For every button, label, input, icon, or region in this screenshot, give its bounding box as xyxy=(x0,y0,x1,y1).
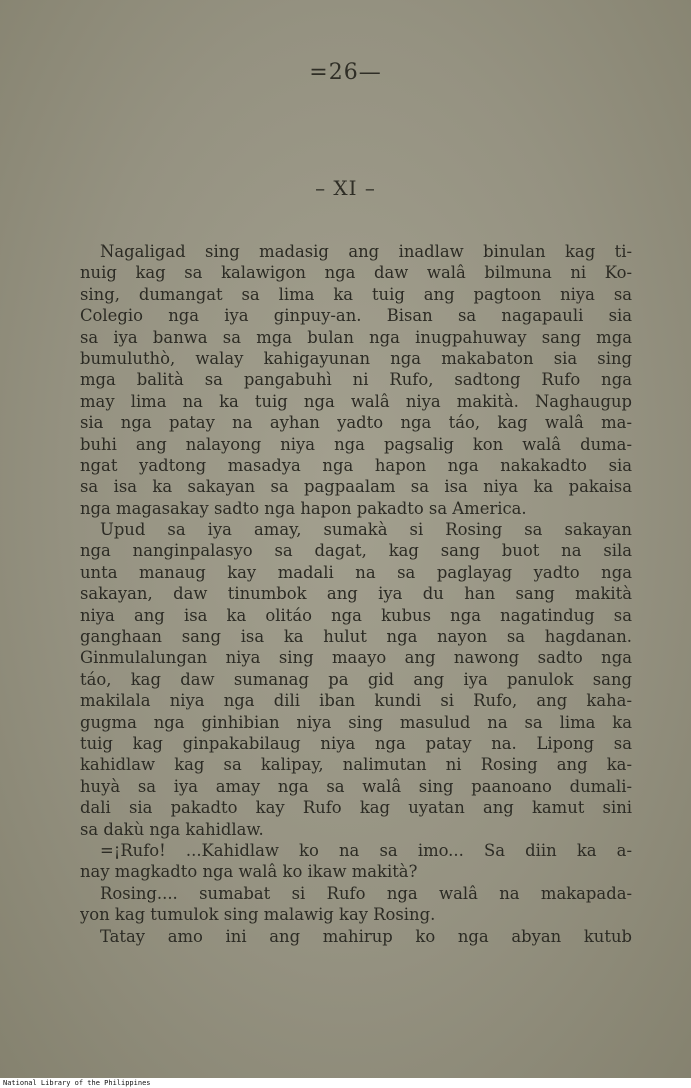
text-line: dali sia pakadto kay Rufo kag uyatan ang kamut sini xyxy=(80,798,632,818)
text-line: sa iya banwa sa mga bulan nga inugpahuway sang mga xyxy=(80,327,632,347)
footer-credit: National Library of the Philippines xyxy=(3,1079,151,1087)
text-line: táo, kag daw sumanag pa gid ang iya panulok sang xyxy=(80,669,632,689)
text-line: may lima na ka tuig nga walâ niya makità. Naghaugup xyxy=(80,391,632,411)
text-line: sakayan, daw tinumbok ang iya du han sang makità xyxy=(80,584,632,604)
text-line: ganghaan sang isa ka hulut nga nayon sa hagdanan. xyxy=(80,627,632,647)
text-line: Ginmulalungan niya sing maayo ang nawong sadto nga xyxy=(80,648,632,668)
text-line: Nagaligad sing madasig ang inadlaw binulan kag ti- xyxy=(100,242,632,261)
text-line: bumuluthò, walay kahigayunan nga makabaton sia sing xyxy=(80,348,632,368)
text-line: =¡Rufo! ...Kahidlaw ko na sa imo... Sa diin ka a- xyxy=(100,840,632,860)
text-line: nga nanginpalasyo sa dagat, kag sang buot na sila xyxy=(80,541,632,561)
text-line: mga balità sa pangabuhì ni Rufo, sadtong Rufo nga xyxy=(80,370,632,390)
text-line: sia nga patay na ayhan yadto nga táo, kag walâ ma- xyxy=(80,413,632,433)
chapter-heading: – XI – xyxy=(315,176,376,200)
text-line: yon kag tumulok sing malawig kay Rosing. xyxy=(80,905,436,925)
text-line: unta manaug kay madali na sa paglayag yadto nga xyxy=(80,562,632,582)
text-line: makilala niya nga dili iban kundi si Rufo, ang kaha- xyxy=(80,691,632,711)
text-line: Upud sa iya amay, sumakà si Rosing sa sakayan xyxy=(100,520,632,540)
text-line: niya ang isa ka olitáo nga kubus nga nagatindug sa xyxy=(80,605,632,625)
text-line: nay magkadto nga walâ ko ikaw makità? xyxy=(80,862,418,882)
text-line: Rosing.... sumabat si Rufo nga walâ na makapada- xyxy=(100,883,632,903)
text-line: huyà sa iya amay nga sa walâ sing paanoano dumali- xyxy=(80,776,632,796)
text-line: sing, dumangat sa lima ka tuig ang pagtoon niya sa xyxy=(80,284,632,304)
text-line: Tatay amo ini ang mahirup ko nga abyan kutub xyxy=(100,926,632,946)
body-text xyxy=(80,241,632,947)
text-line: nga magasakay sadto nga hapon pakadto sa America. xyxy=(80,498,527,518)
text-line: tuig kag ginpakabilaug niya nga patay na. Lipong sa xyxy=(80,733,632,753)
text-line: kahidlaw kag sa kalipay, nalimutan ni Rosing ang ka- xyxy=(80,755,632,775)
page-number: =26— xyxy=(309,60,382,85)
text-line: nuig kag sa kalawigon nga daw walâ bilmuna ni Ko- xyxy=(80,263,632,283)
text-line: ngat yadtong masadya nga hapon nga nakakadto sia xyxy=(80,455,632,475)
text-line: gugma nga ginhibian niya sing masulud na sa lima ka xyxy=(80,712,632,732)
text-line: sa isa ka sakayan sa pagpaalam sa isa niya ka pakaisa xyxy=(80,477,632,497)
text-line: Colegio nga iya ginpuy-an. Bisan sa nagapauli sia xyxy=(80,306,632,326)
text-line: buhi ang nalayong niya nga pagsalig kon walâ duma- xyxy=(80,434,632,454)
text-line: sa dakù nga kahidlaw. xyxy=(80,819,264,839)
